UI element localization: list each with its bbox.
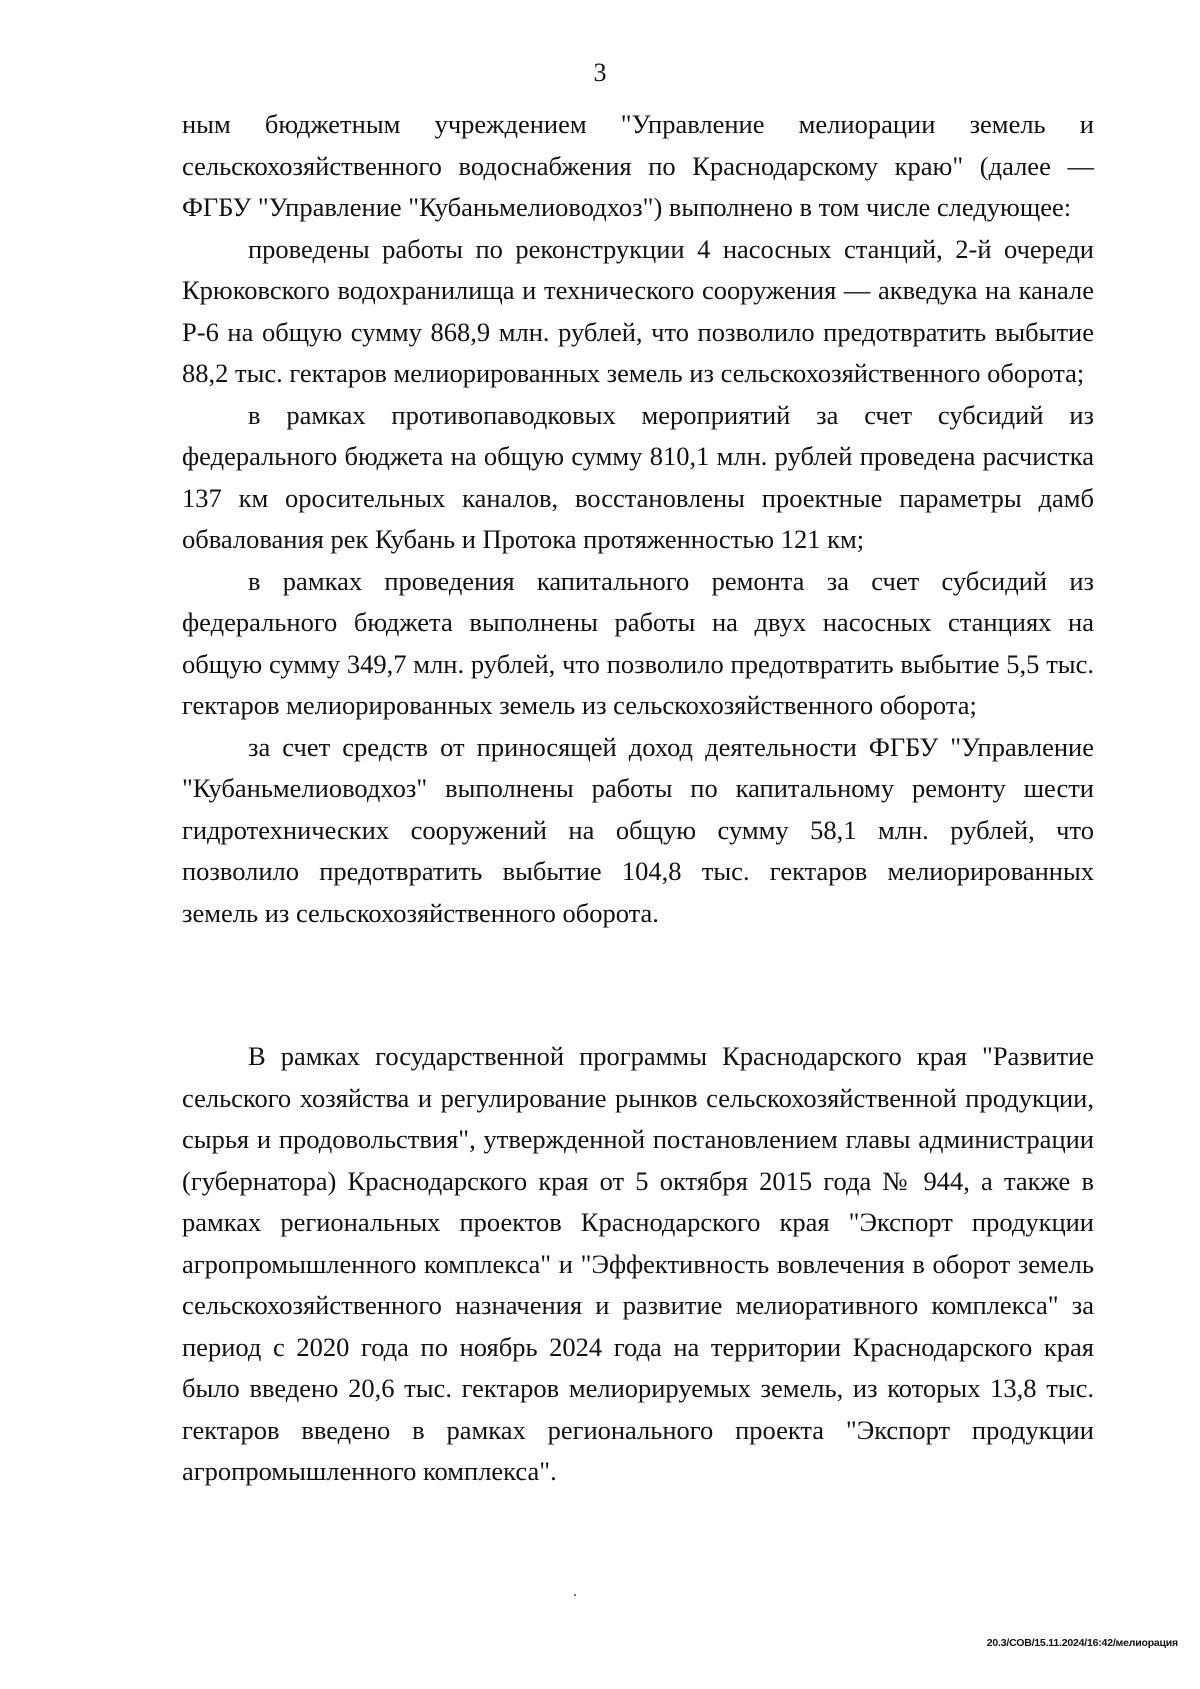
scan-speck [574,1594,576,1596]
paragraph-state-program: В рамках государственной программы Краснодарского края "Развитие сельского хозяйства и регулирование рынков сельскохозяйственной продукции, сырья и продовольствия", утвержденной постановлением главы администрации (губернатора) Краснодарского края от 5 октября 2015 года № 944, а также в рамках региональных проектов Краснодарского края "Экспорт продукции агропромышленного комплекса" и "Эффективность вовлечения в оборот земель сельскохозяйственного назначения и развитие мелиоративного комплекса" за период с 2020 года по ноябрь 2024 года на территории Краснодарского края было введено 20,6 тыс. гектаров мелиорируемых земель, из которых 13,8 тыс. гектаров введено в рамках регионального проекта "Экспорт продукции агропромышленного комплекса". [182,1041,1094,1486]
body-text-block-1 [182,104,1094,934]
paragraph-continuation: ным бюджетным учреждением "Управление мелиорации земель и сельскохозяйственного водоснабжения по Краснодарскому краю" (далее — ФГБУ "Управление "Кубаньмелиоводхоз") выполнено в том числе следующее: [182,109,1094,222]
body-text-block-2 [182,1036,1094,1493]
paragraph-capital-repair: в рамках проведения капитального ремонта за счет субсидий из федерального бюджета выполнены работы на двух насосных станциях на общую сумму 349,7 млн. рублей, что позволило предотвратить выбытие 5,5 тыс. гектаров мелиорированных земель из сельскохозяйственного оборота; [182,565,1094,720]
paragraph-reconstruction: проведены работы по реконструкции 4 насосных станций, 2-й очереди Крюковского водохранилища и технического сооружения — акведука на канале Р-6 на общую сумму 868,9 млн. рублей, что позволило предотвратить выбытие 88,2 тыс. гектаров мелиорированных земель из сельскохозяйственного оборота; [182,233,1094,388]
page-number: 3 [593,58,607,87]
paragraph-flood-prevention: в рамках противопаводковых мероприятий за счет субсидий из федерального бюджета на общую сумму 810,1 млн. рублей проведена расчистка 137 км оросительных каналов, восстановлены проектные параметры дамб обвалования рек Кубань и Протока протяженностью 121 км; [182,399,1094,554]
paragraph-own-funds: за счет средств от приносящей доход деятельности ФГБУ "Управление "Кубаньмелиоводхоз" выполнены работы по капитальному ремонту шести гидротехнических сооружений на общую сумму 58,1 млн. рублей, что позволило предотвратить выбытие 104,8 тыс. гектаров мелиорированных земель из сельскохозяйственного оборота. [182,731,1094,928]
footer-stamp: 20.3/СОВ/15.11.2024/16:42/мелиорация [986,1637,1178,1649]
